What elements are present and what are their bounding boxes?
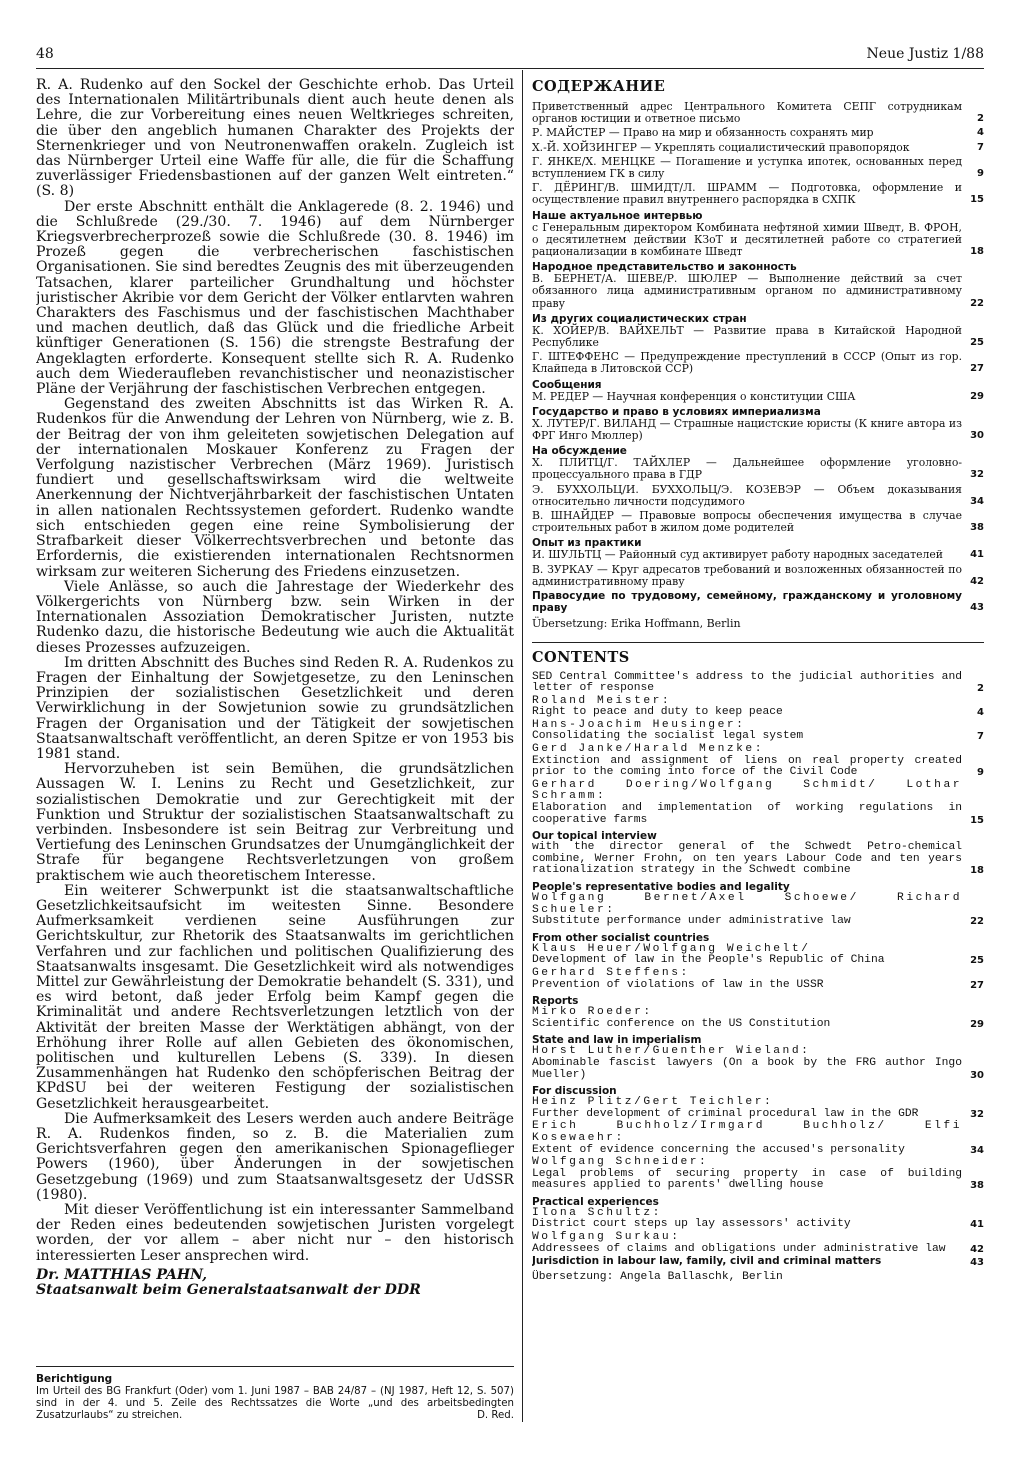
running-header — [36, 46, 984, 68]
toc-entry-title: Abominable fascist lawyers (On a book by the FRG author Ingo Mueller) — [532, 1056, 962, 1081]
toc-page-number: 32 — [970, 469, 984, 481]
toc-entry-title: Правосудие по трудовому, семейному, гражданскому и уголовному праву — [532, 590, 962, 615]
toc-page-number: 9 — [977, 168, 984, 180]
toc-section-heading: Опыт из практики — [532, 537, 642, 550]
toc-entry — [532, 351, 984, 375]
toc-entry-author: Wolfgang Surkau: — [532, 1231, 681, 1244]
toc-page-number: 27 — [970, 363, 984, 375]
toc-entry-title: Г. ДЁРИНГ/В. ШМИДТ/Л. ШРАММ — Подготовка, оформление и осуществление правил внутреннего распорядка в СХПК — [532, 181, 962, 207]
toc-entry-title: В. ЗУРКАУ — Круг адресатов требований и возложенных обязанностей по административному праву — [532, 562, 962, 588]
toc-separator — [532, 642, 984, 643]
toc-entry-title: with the director general of the Schwedt Petro-chemical combine, Werner Frohn, on ten years Labour Code and ten years rationalization strategy in the Schwedt combine — [532, 841, 962, 877]
toc-section-heading: Народное представительство и законность — [532, 261, 797, 274]
toc-entry — [532, 142, 984, 154]
toc-russian-list — [532, 101, 984, 615]
toc-entry-title: Scientific conference on the US Constitution — [532, 1017, 831, 1030]
toc-entry-title: Extinction and assignment of liens on real property created prior to the coming into force of the Civil Code — [532, 754, 962, 779]
toc-entry — [532, 893, 984, 928]
article-paragraph: R. A. Rudenko auf den Sockel der Geschichte erhob. Das Urteil des Internationalen Militärtribunals dient auch heute denen als Lehre, die zur Vorbereitung eines neuen Weltkrieges schreiten, die über den angeblich humanen Charakter des Projekts der Sternenkrieger und von Neutronenwaffen orakeln. Zugleich ist das Nürnberger Urteil eine Waffe für alle, die für die Schaffung zuverlässiger Friedensbastionen auf der ganzen Welt eintreten.“ (S. 8) — [36, 78, 514, 200]
article-paragraph: Hervorzuheben ist sein Bemühen, die grundsätzlichen Aussagen W. I. Lenins zu Recht und Gesetzlichkeit, zur sozialistischen Demokratie und zur Gerechtigkeit mit der Funktion und Struktur der sozialistischen Staatsanwaltschaft zu verbinden. Insbesondere ist sein Beitrag zur Verbreitung und Vertiefung des Leninschen Grundsatzes der Unumgänglichkeit der Strafe für begangene Rechtsverletzungen von großem praktischem wie auch theoretischem Interesse. — [36, 761, 514, 884]
toc-entry — [532, 127, 984, 139]
toc-entry-title: Х. ПЛИТЦ/Г. ТАЙХЛЕР — Дальнейшее оформление уголовно-процессуального права в ГДР — [532, 456, 962, 482]
header-rule — [36, 68, 984, 69]
correction-box — [36, 1366, 514, 1420]
toc-entry-title: Х.-Й. ХОЙЗИНГЕР — Укреплять социалистический правопорядок — [532, 140, 910, 154]
toc-entry-title: Р. МАЙСТЕР — Право на мир и обязанность сохранять мир — [532, 126, 874, 140]
toc-section-heading: Practical experiences — [532, 1195, 659, 1208]
toc-section-heading: For discussion — [532, 1085, 617, 1098]
toc-entry — [532, 273, 984, 310]
toc-page-number: 15 — [970, 814, 984, 826]
toc-entry — [532, 968, 984, 991]
article-paragraph: Der erste Abschnitt enthält die Anklagerede (8. 2. 1946) und die Schlußrede (29./30. 7. 1946) auf dem Nürnberger Kriegsverbrecherprozeß sowie die Schlußrede (30. 8. 1946) im Prozeß gegen die verbrecherischen faschistischen Organisationen. Sie sind beredtes Zeugnis des mit überzeugenden Tatsachen, klarer parteilicher Grundhaltung und höchster juristischer Akribie vor dem Gericht der Völker entlarvten wahren Charakters des Faschismus und der faschistischen Machthaber und machen deutlich, daß das Glück und die friedliche Arbeit künftiger Generationen (S. 156) die strengste Bestrafung der Angeklagten erforderte. Konsequent stellte sich R. A. Rudenko auch dem Wiederaufleben revanchistischer und neonazistischer Pläne der Verjährung der faschistischen Verbrechen entgegen. — [36, 198, 514, 398]
toc-page-number: 34 — [970, 1144, 984, 1156]
toc-section-entry — [532, 1256, 984, 1269]
journal-title: Neue Justiz 1/88 — [866, 46, 984, 62]
table-of-contents — [532, 78, 984, 1428]
toc-entry-author: Hans-Joachim Heusinger: — [532, 718, 746, 731]
article-paragraph: Ein weiterer Schwerpunkt ist die staatsanwaltschaftliche Gesetzlichkeitsaufsicht im weitesten Sinne. Besondere Aufmerksamkeit verdienen seine Ausführungen zur Gerichtskultur, zur Rhetorik des Staatsanwalts im gerichtlichen Verfahren und zur fachlichen und politischen Qualifizierung des Staatsanwalts insgesamt. Die Gesetzlichkeit wird als notwendiges Mittel zur Gewährleistung der Demokratie behandelt (S. 331), und es wird betont, daß jeder Erfolg beim Kampf gegen die Kriminalität und andere Rechtsverletzungen letztlich von der Aktivität der breiten Masse der Werktätigen abhängt, von der Erhöhung ihrer Rolle auf allen Gebieten des ökonomischen, politischen und kulturellen Lebens (S. 339). In diesen Zusammenhängen hat Rudenko den schöpferischen Beitrag der KPdSU bei der weiteren Festigung der sozialistischen Gesetzlichkeit herausgearbeitet. — [36, 882, 514, 1112]
toc-entry — [532, 549, 984, 561]
toc-section-heading: From other socialist countries — [532, 931, 710, 944]
toc-entry-author: Gerd Janke/Harald Menzke: — [532, 743, 764, 756]
toc-entry — [532, 842, 984, 877]
toc-page-number: 42 — [970, 575, 984, 587]
toc-entry-author: Klaus Heuer/Wolfgang Weichelt/ — [532, 942, 811, 955]
toc-english — [532, 649, 984, 1284]
toc-entry — [532, 780, 984, 826]
toc-section-heading: Our topical interview — [532, 830, 657, 843]
toc-entry-title: Prevention of violations of law in the USSR — [532, 978, 824, 991]
toc-entry-title: Further development of criminal procedural law in the GDR — [532, 1107, 919, 1120]
toc-entry-title: Приветственный адрес Центрального Комитета СЕПГ сотрудникам органов юстиции и ответное письмо — [532, 100, 962, 126]
toc-entry-title: Jurisdiction in labour law, family, civil and criminal matters — [532, 1255, 882, 1268]
toc-entry — [532, 672, 984, 695]
author-name: Dr. MATTHIAS PAHN, — [36, 1266, 208, 1283]
toc-page-number: 29 — [970, 1018, 984, 1030]
toc-section-heading: На обсуждение — [532, 445, 627, 458]
toc-entry — [532, 1046, 984, 1081]
toc-english-translator: Übersetzung: Angela Ballaschk, Berlin — [532, 1270, 783, 1283]
toc-russian — [532, 78, 984, 630]
toc-entry — [532, 1121, 984, 1156]
article-paragraph: Die Aufmerksamkeit des Lesers werden auch andere Beiträge R. A. Rudenkos finden, so z. B. die Materialien zum Gerichtsverfahren gegen den amerikanischen Spionageflieger Powers (1960), über Änderungen in der sowjetischen Gesetzgebung (1969) und zum Staatsanwaltsgesetz der UdSSR (1980). — [36, 1110, 514, 1203]
toc-russian-heading: СОДЕРЖАНИЕ — [532, 78, 666, 95]
toc-section-heading: Reports — [532, 995, 579, 1008]
toc-page-number: 4 — [977, 707, 984, 719]
journal-page — [36, 40, 984, 1440]
author-title: Staatsanwalt beim Generalstaatsanwalt der DDR — [36, 1282, 421, 1299]
toc-entry — [532, 1232, 984, 1255]
toc-page-number: 15 — [970, 194, 984, 206]
toc-page-number: 22 — [970, 916, 984, 928]
toc-russian-translator: Übersetzung: Erika Hoffmann, Berlin — [532, 616, 741, 630]
toc-entry — [532, 944, 984, 967]
toc-entry — [532, 744, 984, 779]
toc-entry-title: Г. ШТЕФФЕНС — Предупреждение преступлений в СССР (Опыт из гор. Клайпеда в Литовской ССР) — [532, 350, 962, 376]
toc-entry-title: В. ШНАЙДЕР — Правовые вопросы обеспечения имущества в случае строительных работ в жилом доме родителей — [532, 509, 962, 535]
correction-text: Im Urteil des BG Frankfurt (Oder) vom 1. Juni 1987 – BAB 24/87 – (NJ 1987, Heft 12, S. 507) sind in der 4. und 5. Zeile des Rechtssatzes die Worte „und des arbeitsbedingten Zusatzurlaubs“ zu streichen. D. Red. — [36, 1386, 514, 1420]
toc-page-number: 29 — [970, 390, 984, 402]
article-paragraph: Mit dieser Veröffentlichung ist ein interessanter Sammelband der Reden eines bedeutenden sowjetischen Juristen vorgelegt worden, der vor allem – aber nicht nur – den historisch interessierten Leser ansprechen wird. — [36, 1202, 514, 1264]
toc-page-number: 9 — [977, 767, 984, 779]
column-divider — [522, 70, 523, 1422]
toc-section-heading: Государство и право в условиях империализма — [532, 405, 821, 418]
toc-page-number: 27 — [970, 979, 984, 991]
toc-entry-author: Gerhard Steffens: — [532, 966, 690, 979]
toc-page-number: 43 — [970, 1257, 984, 1269]
toc-page-number: 30 — [970, 1069, 984, 1081]
toc-page-number: 4 — [977, 127, 984, 139]
toc-section-entry — [532, 590, 984, 614]
toc-entry — [532, 391, 984, 403]
toc-entry-title: Legal problems of securing property in case of building measures applied to parents' dwelling house — [532, 1167, 962, 1192]
toc-entry — [532, 418, 984, 442]
toc-entry-author: Horst Luther/Guenther Wieland: — [532, 1045, 811, 1058]
toc-entry — [532, 1208, 984, 1231]
toc-page-number: 7 — [977, 731, 984, 743]
article-paragraph: Viele Anlässe, so auch die Jahrestage der Wiederkehr des Völkergerichts von Nürnberg bzw. sein Wirken in der Internationalen Assoziation Demokratischer Juristen, nutzte Rudenko dazu, die historische Bedeutung wie auch die Aktualität dieses Prozesses aufzuzeigen. — [36, 578, 514, 656]
toc-entry-author: Ilona Schultz: — [532, 1206, 662, 1219]
toc-entry-title: И. ШУЛЬТЦ — Районный суд активирует работу народных заседателей — [532, 548, 943, 562]
toc-entry — [532, 182, 984, 206]
toc-entry — [532, 222, 984, 259]
toc-page-number: 38 — [970, 522, 984, 534]
toc-page-number: 25 — [970, 337, 984, 349]
toc-entry — [532, 101, 984, 125]
toc-page-number: 32 — [970, 1108, 984, 1120]
toc-page-number: 34 — [970, 495, 984, 507]
toc-entry-title: SED Central Committee's address to the judicial authorities and letter of response — [532, 670, 962, 695]
toc-entry-title: Consolidating the socialist legal system — [532, 730, 804, 743]
page-number: 48 — [36, 46, 54, 62]
toc-page-number: 42 — [970, 1243, 984, 1255]
toc-entry-title: Addressees of claims and obligations under administrative law — [532, 1242, 946, 1255]
toc-entry-author: Heinz Plitz/Gert Teichler: — [532, 1096, 774, 1109]
toc-entry — [532, 720, 984, 743]
toc-page-number: 18 — [970, 865, 984, 877]
toc-page-number: 25 — [970, 955, 984, 967]
toc-entry — [532, 484, 984, 508]
toc-page-number: 22 — [970, 297, 984, 309]
toc-entry-author: Gerhard Doering/Wolfgang Schmidt/ Lothar Schramm: — [532, 778, 962, 803]
toc-section-heading: State and law in imperialism — [532, 1034, 702, 1047]
correction-heading: Berichtigung — [36, 1373, 113, 1385]
toc-section-heading: People's representative bodies and legality — [532, 881, 790, 893]
toc-entry-title: Х. ЛУТЕР/Г. ВИЛАНД — Страшные нацистские юристы (К книге автора из ФРГ Инго Мюллер) — [532, 416, 962, 443]
toc-entry-title: В. БЕРНЕТ/А. ШЕВЕ/Р. ШЮЛЕР — Выполнение действий за счет обязанного лица административным органом по административному праву — [532, 272, 962, 310]
toc-entry-title: Extent of evidence concerning the accused's personality — [532, 1143, 905, 1156]
toc-entry — [532, 696, 984, 719]
toc-english-heading: CONTENTS — [532, 648, 630, 666]
toc-entry — [532, 510, 984, 534]
toc-entry — [532, 325, 984, 349]
toc-entry-title: Elaboration and implementation of working regulations in cooperative farms — [532, 802, 962, 826]
toc-entry-title: с Генеральным директором Комбината нефтяной химии Шведт, В. ФРОН, о десятилетнем действии КЗоТ и десятилетней работе со стратегией рационализации в комбинате Шведт — [532, 220, 962, 259]
toc-page-number: 38 — [970, 1180, 984, 1192]
toc-entry-title: Right to peace and duty to keep peace — [532, 706, 783, 719]
toc-page-number: 7 — [977, 141, 984, 153]
toc-page-number: 2 — [977, 113, 984, 125]
toc-entry-author: Wolfgang Schneider: — [532, 1156, 709, 1169]
toc-entry-title: М. РЕДЕР — Научная конференция о конституции США — [532, 389, 856, 403]
toc-entry-author: Wolfgang Bernet/Axel Schoewe/ Richard Schueler: — [532, 892, 962, 916]
toc-entry-title: District court steps up lay assessors' activity — [532, 1218, 851, 1231]
toc-page-number: 41 — [970, 549, 984, 561]
toc-section-heading: Сообщения — [532, 378, 602, 391]
toc-page-number: 18 — [970, 246, 984, 258]
correction-signature: D. Red. — [477, 1410, 514, 1420]
toc-entry — [532, 457, 984, 481]
toc-entry-title: Г. ЯНКЕ/Х. МЕНЦКЕ — Погашение и уступка ипотек, основанных перед вступлением ГК в силу — [532, 154, 962, 181]
toc-entry — [532, 156, 984, 180]
toc-entry-title: Development of law in the People's Republic of China — [532, 954, 885, 967]
review-article — [36, 78, 514, 1420]
toc-entry-author: Mirko Roeder: — [532, 1006, 653, 1019]
toc-english-list — [532, 672, 984, 1269]
toc-entry-title: К. ХОЙЕР/В. ВАЙХЕЛЬТ — Развитие права в Китайской Народной Республике — [532, 323, 962, 350]
toc-page-number: 30 — [970, 430, 984, 442]
article-paragraph: Im dritten Abschnitt des Buches sind Reden R. A. Rudenkos zu Fragen der Einhaltung der Sowjetgesetze, zu den Leninschen Prinzipien der sozialistischen Gesetzlichkeit und deren Verwirklichung in der Sowjetunion sowie zu grundsätzlichen Fragen der Organisation und der Tätigkeit der sowjetischen Staatsanwaltschaft veröffentlicht, an deren Spitze er von 1953 bis 1981 stand. — [36, 654, 514, 762]
article-body — [36, 78, 514, 1264]
toc-entry-title: Э. БУХХОЛЬЦ/И. БУХХОЛЬЦ/Э. КОЗЕВЭР — Объем доказывания относительно личности подсудимого — [532, 482, 962, 508]
toc-entry-author: Roland Meister: — [532, 694, 672, 707]
toc-entry — [532, 1007, 984, 1030]
toc-section-heading: Наше актуальное интервью — [532, 209, 703, 222]
toc-section-heading: Из других социалистических стран — [532, 312, 747, 325]
toc-entry — [532, 1097, 984, 1120]
toc-page-number: 2 — [977, 683, 984, 695]
toc-entry-author: Erich Buchholz/Irmgard Buchholz/ Elfi Kosewaehr: — [532, 1120, 962, 1144]
toc-entry — [532, 564, 984, 588]
toc-page-number: 43 — [970, 602, 984, 614]
toc-entry-title: Substitute performance under administrative law — [532, 915, 851, 928]
toc-page-number: 41 — [970, 1219, 984, 1231]
toc-entry — [532, 1157, 984, 1192]
article-paragraph: Gegenstand des zweiten Abschnitts ist das Wirken R. A. Rudenkos für die Anwendung der Lehren von Nürnberg, wie z. B. der Beitrag der von ihm geleiteten sowjetischen Delegation auf der internationalen Moskauer Konferenz zu Fragen der Verfolgung nazistischer Verbrechen (März 1969). Juristisch fundiert und gesellschaftswirksam wird die weltweite Anerkennung der Nichtverjährbarkeit der faschistischen Untaten in allen nationalen Rechtssystemen gefordert. Rudenko wandte sich entschieden gegen eine reine Symbolisierung der Strafbarkeit dieser Völkerrechtsverbrechen und betonte das Erfordernis, die existierenden internationalen Rechtsnormen wirksam zur weiteren Sicherung des Friedens einzusetzen. — [36, 396, 514, 580]
